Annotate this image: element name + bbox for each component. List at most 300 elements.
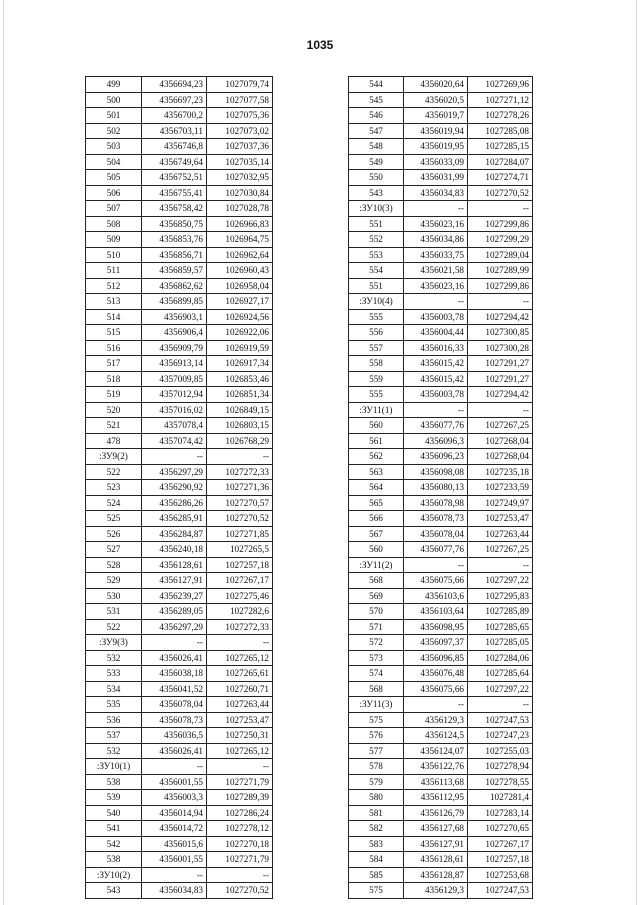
x-coordinate-cell: 4356127,91 (404, 836, 468, 852)
x-coordinate-cell: 4356023,16 (404, 278, 468, 294)
y-coordinate-cell: 1027079,74 (207, 77, 273, 93)
y-coordinate-cell: 1027270,57 (207, 495, 273, 511)
x-coordinate-cell: 4356078,04 (142, 697, 207, 713)
x-coordinate-cell: 4356700,2 (142, 108, 207, 124)
y-coordinate-cell: 1026966,83 (207, 216, 273, 232)
y-coordinate-cell: 1027289,39 (207, 790, 273, 806)
x-coordinate-cell: 4356015,6 (142, 836, 207, 852)
point-number-cell: 505 (86, 170, 142, 186)
x-coordinate-cell: 4356128,87 (404, 867, 468, 883)
y-coordinate-cell: 1027300,85 (468, 325, 533, 341)
y-coordinate-cell: 1027284,07 (468, 154, 533, 170)
point-number-cell: 522 (86, 464, 142, 480)
x-coordinate-cell: 4356127,91 (142, 573, 207, 589)
table-row (349, 278, 533, 294)
table-row (349, 573, 533, 589)
point-number-cell: 527 (86, 542, 142, 558)
x-coordinate-cell: 4356129,3 (404, 883, 468, 899)
point-number-cell: 529 (86, 573, 142, 589)
x-coordinate-cell: -- (404, 402, 468, 418)
coordinates-table-right (348, 76, 533, 899)
table-row (349, 480, 533, 496)
point-number-cell: 571 (349, 619, 404, 635)
table-row (86, 325, 273, 341)
y-coordinate-cell: 1027032,95 (207, 170, 273, 186)
x-coordinate-cell: 4356003,3 (142, 790, 207, 806)
table-row (86, 309, 273, 325)
table-row (86, 356, 273, 372)
y-coordinate-cell: 1027278,55 (468, 774, 533, 790)
x-coordinate-cell: 4356096,3 (404, 433, 468, 449)
y-coordinate-cell: 1027267,17 (207, 573, 273, 589)
table-row (349, 154, 533, 170)
point-number-cell: 559 (349, 371, 404, 387)
x-coordinate-cell: 4357012,94 (142, 387, 207, 403)
x-coordinate-cell: 4356239,27 (142, 588, 207, 604)
table-row (86, 433, 273, 449)
point-number-cell: 536 (86, 712, 142, 728)
y-coordinate-cell: 1026958,04 (207, 278, 273, 294)
point-number-cell: 524 (86, 495, 142, 511)
point-number-cell: 537 (86, 728, 142, 744)
table-row (86, 480, 273, 496)
x-coordinate-cell: 4357016,02 (142, 402, 207, 418)
y-coordinate-cell: -- (207, 867, 273, 883)
y-coordinate-cell: 1027272,33 (207, 619, 273, 635)
table-row (349, 635, 533, 651)
point-number-cell: 543 (349, 185, 404, 201)
x-coordinate-cell: -- (142, 759, 207, 775)
table-row (86, 805, 273, 821)
y-coordinate-cell: -- (468, 294, 533, 310)
x-coordinate-cell: 4356284,87 (142, 526, 207, 542)
table-row (349, 356, 533, 372)
y-coordinate-cell: 1027247,23 (468, 728, 533, 744)
x-coordinate-cell: 4356014,72 (142, 821, 207, 837)
x-coordinate-cell: 4356128,61 (404, 852, 468, 868)
table-row (86, 790, 273, 806)
section-header-row (86, 635, 273, 651)
x-coordinate-cell: 4356129,3 (404, 712, 468, 728)
point-number-cell: 551 (349, 278, 404, 294)
x-coordinate-cell: 4356020,5 (404, 92, 468, 108)
x-coordinate-cell: 4356075,66 (404, 573, 468, 589)
section-header-row (349, 294, 533, 310)
y-coordinate-cell: 1027028,78 (207, 201, 273, 217)
table-row (349, 139, 533, 155)
y-coordinate-cell: 1027075,36 (207, 108, 273, 124)
y-coordinate-cell: 1027253,47 (468, 511, 533, 527)
table-row (349, 449, 533, 465)
table-row (349, 340, 533, 356)
y-coordinate-cell: 1027286,24 (207, 805, 273, 821)
y-coordinate-cell: 1027272,33 (207, 464, 273, 480)
x-coordinate-cell: 4356001,55 (142, 774, 207, 790)
table-row (86, 650, 273, 666)
y-coordinate-cell: 1027285,64 (468, 666, 533, 682)
table-row (349, 604, 533, 620)
x-coordinate-cell: -- (404, 201, 468, 217)
y-coordinate-cell: 1027253,68 (468, 867, 533, 883)
y-coordinate-cell: 1027278,94 (468, 759, 533, 775)
table-row (349, 790, 533, 806)
point-number-cell: :ЗУ10(2) (86, 867, 142, 883)
x-coordinate-cell: 4356297,29 (142, 619, 207, 635)
table-row (86, 170, 273, 186)
table-row (86, 511, 273, 527)
y-coordinate-cell: 1027295,83 (468, 588, 533, 604)
table-row (86, 588, 273, 604)
point-number-cell: 557 (349, 340, 404, 356)
table-row (86, 77, 273, 93)
point-number-cell: 566 (349, 511, 404, 527)
point-number-cell: 568 (349, 573, 404, 589)
point-number-cell: :ЗУ10(1) (86, 759, 142, 775)
x-coordinate-cell: 4356755,41 (142, 185, 207, 201)
x-coordinate-cell: 4356862,62 (142, 278, 207, 294)
x-coordinate-cell: 4356004,44 (404, 325, 468, 341)
x-coordinate-cell: 4356026,41 (142, 743, 207, 759)
table-row (349, 108, 533, 124)
y-coordinate-cell: 1027291,27 (468, 371, 533, 387)
point-number-cell: 561 (349, 433, 404, 449)
x-coordinate-cell: 4356113,68 (404, 774, 468, 790)
point-number-cell: 560 (349, 418, 404, 434)
point-number-cell: 549 (349, 154, 404, 170)
x-coordinate-cell: 4356746,8 (142, 139, 207, 155)
point-number-cell: 530 (86, 588, 142, 604)
table-row (86, 154, 273, 170)
x-coordinate-cell: 4356015,42 (404, 371, 468, 387)
y-coordinate-cell: 1027247,53 (468, 712, 533, 728)
table-row (86, 464, 273, 480)
x-coordinate-cell: 4356076,48 (404, 666, 468, 682)
x-coordinate-cell: 4356103,6 (404, 588, 468, 604)
y-coordinate-cell: 1026768,29 (207, 433, 273, 449)
y-coordinate-cell: -- (207, 635, 273, 651)
table-row (349, 387, 533, 403)
y-coordinate-cell: -- (468, 402, 533, 418)
y-coordinate-cell: -- (468, 697, 533, 713)
point-number-cell: 517 (86, 356, 142, 372)
table-row (86, 139, 273, 155)
table-row (349, 666, 533, 682)
y-coordinate-cell: 1027285,15 (468, 139, 533, 155)
point-number-cell: 534 (86, 681, 142, 697)
point-number-cell: 514 (86, 309, 142, 325)
x-coordinate-cell: 4356297,29 (142, 464, 207, 480)
table-row (349, 216, 533, 232)
y-coordinate-cell: 1027278,12 (207, 821, 273, 837)
point-number-cell: 550 (349, 170, 404, 186)
x-coordinate-cell: 4356016,33 (404, 340, 468, 356)
x-coordinate-cell: 4356694,23 (142, 77, 207, 93)
point-number-cell: 515 (86, 325, 142, 341)
table-row (86, 821, 273, 837)
y-coordinate-cell: 1027289,04 (468, 247, 533, 263)
y-coordinate-cell: 1027297,22 (468, 573, 533, 589)
y-coordinate-cell: 1027285,08 (468, 123, 533, 139)
point-number-cell: 502 (86, 123, 142, 139)
point-number-cell: 565 (349, 495, 404, 511)
table-row (86, 619, 273, 635)
y-coordinate-cell: 1026851,34 (207, 387, 273, 403)
x-coordinate-cell: 4356019,7 (404, 108, 468, 124)
table-row (349, 433, 533, 449)
table-row (86, 387, 273, 403)
x-coordinate-cell: 4356859,57 (142, 263, 207, 279)
table-row (349, 495, 533, 511)
y-coordinate-cell: 1027271,36 (207, 480, 273, 496)
point-number-cell: 560 (349, 542, 404, 558)
x-coordinate-cell: 4356903,1 (142, 309, 207, 325)
x-coordinate-cell: 4356034,86 (404, 232, 468, 248)
point-number-cell: 542 (86, 836, 142, 852)
x-coordinate-cell: 4356036,5 (142, 728, 207, 744)
point-number-cell: 508 (86, 216, 142, 232)
point-number-cell: 581 (349, 805, 404, 821)
table-row (349, 743, 533, 759)
point-number-cell: 507 (86, 201, 142, 217)
table-row (349, 805, 533, 821)
y-coordinate-cell: 1027270,52 (468, 185, 533, 201)
y-coordinate-cell: 1027289,99 (468, 263, 533, 279)
y-coordinate-cell: 1027284,06 (468, 650, 533, 666)
point-number-cell: 531 (86, 604, 142, 620)
x-coordinate-cell: 4356703,11 (142, 123, 207, 139)
table-row (349, 464, 533, 480)
x-coordinate-cell: 4356096,85 (404, 650, 468, 666)
point-number-cell: 576 (349, 728, 404, 744)
point-number-cell: 519 (86, 387, 142, 403)
point-number-cell: 532 (86, 743, 142, 759)
point-number-cell: 504 (86, 154, 142, 170)
point-number-cell: 552 (349, 232, 404, 248)
x-coordinate-cell: 4356077,76 (404, 542, 468, 558)
table-row (349, 92, 533, 108)
y-coordinate-cell: 1027235,18 (468, 464, 533, 480)
point-number-cell: 541 (86, 821, 142, 837)
table-row (349, 821, 533, 837)
table-row (349, 650, 533, 666)
x-coordinate-cell: 4356758,42 (142, 201, 207, 217)
table-row (349, 883, 533, 899)
point-number-cell: 540 (86, 805, 142, 821)
y-coordinate-cell: 1027267,25 (468, 418, 533, 434)
table-row (349, 185, 533, 201)
coordinates-table-left (85, 76, 273, 899)
table-row (86, 728, 273, 744)
table-row (86, 201, 273, 217)
point-number-cell: :ЗУ10(3) (349, 201, 404, 217)
point-number-cell: 573 (349, 650, 404, 666)
section-header-row (86, 449, 273, 465)
point-number-cell: 521 (86, 418, 142, 434)
x-coordinate-cell: 4356112,95 (404, 790, 468, 806)
x-coordinate-cell: 4356026,41 (142, 650, 207, 666)
y-coordinate-cell: 1027265,12 (207, 650, 273, 666)
y-coordinate-cell: 1027270,65 (468, 821, 533, 837)
x-coordinate-cell: 4356103,64 (404, 604, 468, 620)
point-number-cell: 555 (349, 309, 404, 325)
point-number-cell: 538 (86, 852, 142, 868)
x-coordinate-cell: 4356014,94 (142, 805, 207, 821)
table-row (86, 263, 273, 279)
x-coordinate-cell: 4356853,76 (142, 232, 207, 248)
x-coordinate-cell: 4356003,78 (404, 309, 468, 325)
table-row (86, 604, 273, 620)
point-number-cell: 548 (349, 139, 404, 155)
y-coordinate-cell: 1027274,71 (468, 170, 533, 186)
x-coordinate-cell: 4356289,05 (142, 604, 207, 620)
x-coordinate-cell: 4356122,76 (404, 759, 468, 775)
page-number: 1035 (306, 38, 334, 52)
y-coordinate-cell: 1026803,15 (207, 418, 273, 434)
point-number-cell: 503 (86, 139, 142, 155)
table-row (86, 712, 273, 728)
point-number-cell: :ЗУ9(2) (86, 449, 142, 465)
x-coordinate-cell: 4356034,83 (142, 883, 207, 899)
point-number-cell: 543 (86, 883, 142, 899)
point-number-cell: 583 (349, 836, 404, 852)
point-number-cell: 553 (349, 247, 404, 263)
point-number-cell: 526 (86, 526, 142, 542)
x-coordinate-cell: -- (142, 449, 207, 465)
table-row (349, 123, 533, 139)
x-coordinate-cell: 4357074,42 (142, 433, 207, 449)
point-number-cell: 509 (86, 232, 142, 248)
table-row (349, 852, 533, 868)
x-coordinate-cell: -- (404, 294, 468, 310)
x-coordinate-cell: 4356003,78 (404, 387, 468, 403)
y-coordinate-cell: 1027291,27 (468, 356, 533, 372)
x-coordinate-cell: 4356286,26 (142, 495, 207, 511)
table-row (349, 511, 533, 527)
y-coordinate-cell: 1027035,14 (207, 154, 273, 170)
x-coordinate-cell: 4356098,95 (404, 619, 468, 635)
point-number-cell: 501 (86, 108, 142, 124)
table-row (349, 619, 533, 635)
y-coordinate-cell: 1027299,86 (468, 278, 533, 294)
table-row (349, 418, 533, 434)
table-row (86, 774, 273, 790)
point-number-cell: 535 (86, 697, 142, 713)
y-coordinate-cell: 1027267,17 (468, 836, 533, 852)
x-coordinate-cell: 4356124,5 (404, 728, 468, 744)
scan-edge-right (636, 0, 637, 905)
point-number-cell: 558 (349, 356, 404, 372)
table-row (86, 216, 273, 232)
point-number-cell: 547 (349, 123, 404, 139)
x-coordinate-cell: 4356749,64 (142, 154, 207, 170)
table-row (349, 588, 533, 604)
point-number-cell: 570 (349, 604, 404, 620)
point-number-cell: 533 (86, 666, 142, 682)
point-number-cell: 582 (349, 821, 404, 837)
x-coordinate-cell: 4356127,68 (404, 821, 468, 837)
y-coordinate-cell: 1027283,14 (468, 805, 533, 821)
x-coordinate-cell: 4356080,13 (404, 480, 468, 496)
y-coordinate-cell: 1027282,6 (207, 604, 273, 620)
table-row (349, 325, 533, 341)
x-coordinate-cell: -- (404, 557, 468, 573)
point-number-cell: 510 (86, 247, 142, 263)
point-number-cell: 523 (86, 480, 142, 496)
point-number-cell: 539 (86, 790, 142, 806)
x-coordinate-cell: 4356019,95 (404, 139, 468, 155)
point-number-cell: 516 (86, 340, 142, 356)
point-number-cell: 578 (349, 759, 404, 775)
table-row (349, 681, 533, 697)
y-coordinate-cell: 1027037,36 (207, 139, 273, 155)
table-row (86, 340, 273, 356)
table-row (349, 247, 533, 263)
table-row (349, 232, 533, 248)
table-row (86, 666, 273, 682)
y-coordinate-cell: 1027275,46 (207, 588, 273, 604)
y-coordinate-cell: 1027263,44 (207, 697, 273, 713)
table-row (349, 712, 533, 728)
x-coordinate-cell: 4356015,42 (404, 356, 468, 372)
y-coordinate-cell: -- (468, 201, 533, 217)
y-coordinate-cell: 1026964,75 (207, 232, 273, 248)
y-coordinate-cell: 1027285,05 (468, 635, 533, 651)
y-coordinate-cell: 1027268,04 (468, 449, 533, 465)
point-number-cell: 511 (86, 263, 142, 279)
y-coordinate-cell: 1027271,12 (468, 92, 533, 108)
point-number-cell: 506 (86, 185, 142, 201)
x-coordinate-cell: 4356856,71 (142, 247, 207, 263)
point-number-cell: 556 (349, 325, 404, 341)
point-number-cell: :ЗУ11(1) (349, 402, 404, 418)
point-number-cell: 538 (86, 774, 142, 790)
x-coordinate-cell: 4356033,75 (404, 247, 468, 263)
y-coordinate-cell: 1027265,5 (207, 542, 273, 558)
x-coordinate-cell: 4356124,07 (404, 743, 468, 759)
y-coordinate-cell: 1027265,61 (207, 666, 273, 682)
point-number-cell: 555 (349, 387, 404, 403)
y-coordinate-cell: 1027073,02 (207, 123, 273, 139)
x-coordinate-cell: 4356078,04 (404, 526, 468, 542)
point-number-cell: 513 (86, 294, 142, 310)
y-coordinate-cell: 1027285,89 (468, 604, 533, 620)
point-number-cell: 580 (349, 790, 404, 806)
y-coordinate-cell: 1027271,85 (207, 526, 273, 542)
y-coordinate-cell: 1027285,65 (468, 619, 533, 635)
x-coordinate-cell: 4356077,76 (404, 418, 468, 434)
x-coordinate-cell: 4356697,23 (142, 92, 207, 108)
table-row (349, 170, 533, 186)
table-row (86, 557, 273, 573)
x-coordinate-cell: 4356078,73 (142, 712, 207, 728)
y-coordinate-cell: 1027299,86 (468, 216, 533, 232)
point-number-cell: 532 (86, 650, 142, 666)
table-row (86, 542, 273, 558)
point-number-cell: :ЗУ11(2) (349, 557, 404, 573)
x-coordinate-cell: -- (142, 635, 207, 651)
y-coordinate-cell: 1027265,12 (207, 743, 273, 759)
x-coordinate-cell: 4356913,14 (142, 356, 207, 372)
table-row (86, 232, 273, 248)
x-coordinate-cell: 4356906,4 (142, 325, 207, 341)
point-number-cell: 562 (349, 449, 404, 465)
point-number-cell: :ЗУ9(3) (86, 635, 142, 651)
point-number-cell: 575 (349, 712, 404, 728)
section-header-row (86, 867, 273, 883)
point-number-cell: 512 (86, 278, 142, 294)
table-row (349, 759, 533, 775)
point-number-cell: 563 (349, 464, 404, 480)
